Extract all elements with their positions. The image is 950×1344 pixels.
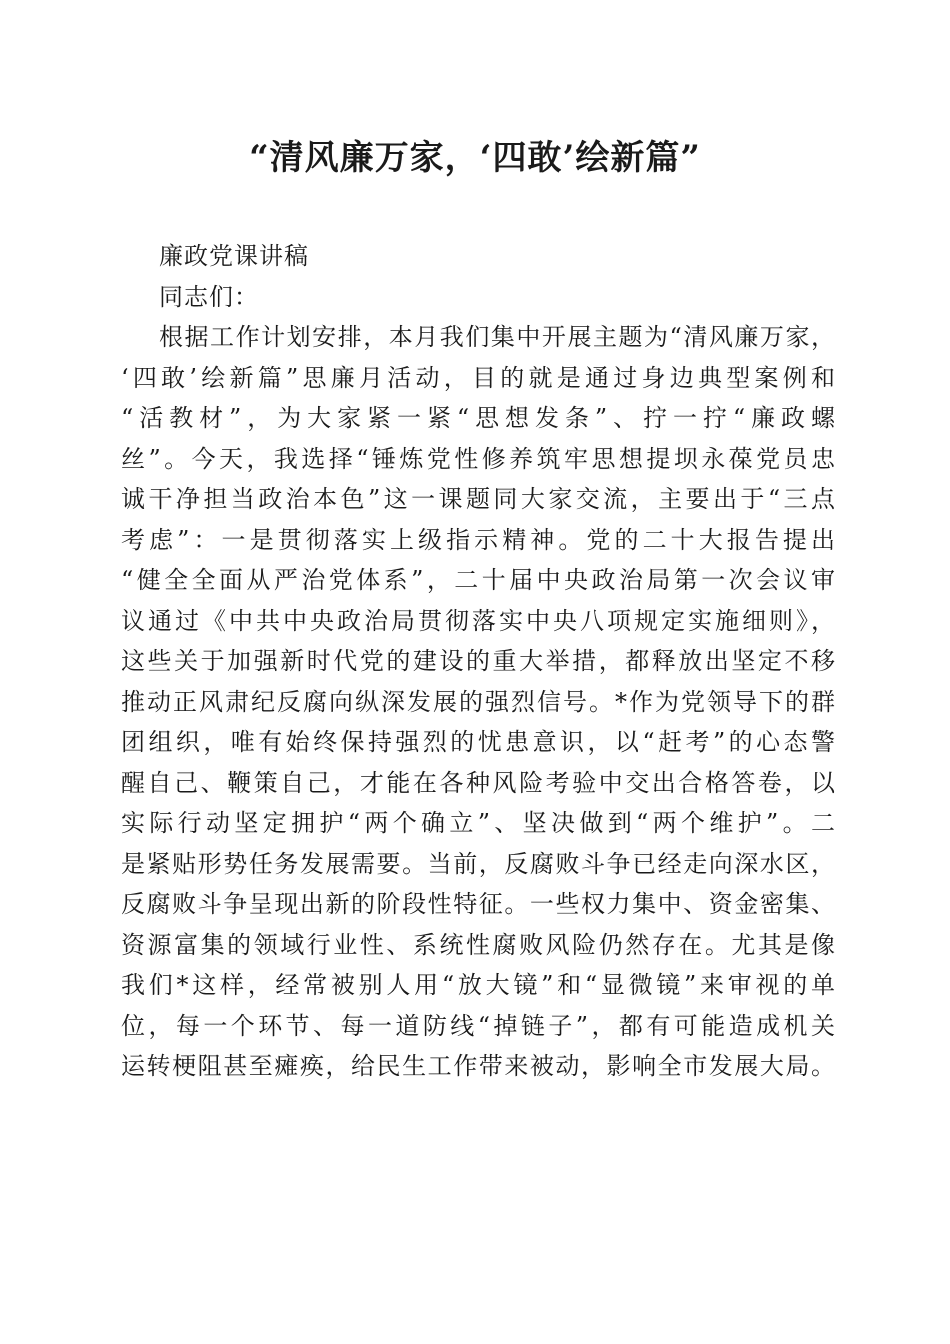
main-paragraph [121,317,836,1087]
salutation: 同志们： [159,282,259,311]
document-body [121,236,836,1087]
paragraph-line: 位，每一个环节、每一道防线“掉链子”，都有可能造成机关 [121,1011,836,1040]
paragraph-line: “健全全面从严治党体系”，二十届中央政治局第一次会议审 [121,566,836,594]
paragraph-line: 我们*这样，经常被别人用“放大镜”和“显微镜”来审视的单 [121,971,836,999]
paragraph-line: 醒自己、鞭策自己，才能在各种风险考验中交出合格答卷，以 [121,768,836,797]
paragraph-line: 诚干净担当政治本色”这一课题同大家交流，主要出于“三点 [121,485,836,513]
paragraph-line: 团组织，唯有始终保持强烈的忧患意识，以“赶考”的心态警 [121,728,836,756]
paragraph-line: 反腐败斗争呈现出新的阶段性特征。一些权力集中、资金密集、 [121,890,836,918]
paragraph-line: 考虑”：一是贯彻落实上级指示精神。党的二十大报告提出 [121,525,836,554]
paragraph-line: “活教材”，为大家紧一紧“思想发条”、拧一拧“廉政螺 [121,404,836,432]
paragraph-line: 实际行动坚定拥护“两个确立”、坚决做到“两个维护”。二 [121,809,836,837]
paragraph-line: 丝”。今天，我选择“锤炼党性修养筑牢思想提坝永葆党员忠 [121,444,836,473]
paragraph-line: 资源富集的领域行业性、系统性腐败风险仍然存在。尤其是像 [121,930,836,959]
paragraph-line: 根据工作计划安排，本月我们集中开展主题为“清风廉万家， [159,323,836,351]
paragraph-line: 这些关于加强新时代党的建设的重大举措，都释放出坚定不移 [121,647,836,675]
document-subtitle: 廉政党课讲稿 [159,242,309,270]
paragraph-line: 议通过《中共中央政治局贯彻落实中央八项规定实施细则》， [121,606,836,635]
document-title: “清风廉万家，‘四敢’绘新篇” [249,138,701,178]
paragraph-line: 运转梗阻甚至瘫痪，给民生工作带来被动，影响全市发展大局。 [121,1052,836,1080]
paragraph-line: ‘四敢’绘新篇”思廉月活动，目的就是通过身边典型案例和 [121,363,836,392]
paragraph-line: 是紧贴形势任务发展需要。当前，反腐败斗争已经走向深水区， [121,849,836,878]
paragraph-line: 推动正风肃纪反腐向纵深发展的强烈信号。*作为党领导下的群 [121,687,836,716]
